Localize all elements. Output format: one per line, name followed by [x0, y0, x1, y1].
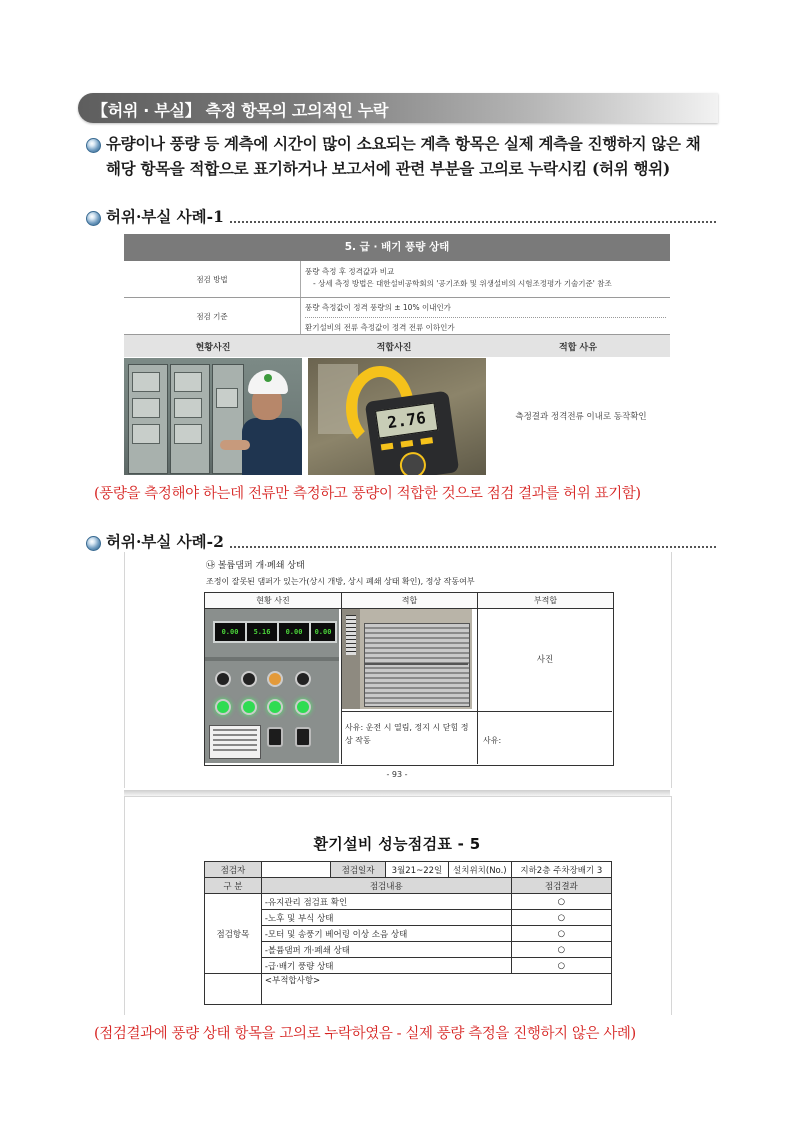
col-compliant: 적합 [342, 593, 478, 608]
criteria-line-1: 풍량 측정값이 정격 풍량의 ± 10% 이내인가 [305, 303, 451, 312]
item-text: -볼륨댐퍼 개·폐쇄 상태 [261, 942, 511, 958]
location-value: 지하2층 주차장배기 3 [511, 862, 611, 878]
location-label: 설치위치(No.) [449, 862, 512, 878]
case1-table [124, 234, 670, 357]
case2-item-question: 조정이 잘못된 댐퍼가 있는가(상시 개방, 상시 폐쇄 상태 확인), 정상 작동여부 [206, 577, 475, 586]
bullet-icon [86, 138, 101, 153]
col-current-photo: 현황 사진 [205, 593, 342, 608]
checklist-remarks-row [205, 974, 612, 1005]
category-header: 구 분 [205, 878, 262, 894]
section-title-bar [78, 93, 718, 123]
bullet-icon [86, 211, 101, 226]
noncompliant-photo-label: 사진 [536, 655, 554, 665]
panel-meter: 0.00 [309, 621, 337, 643]
checklist-info-row [205, 862, 612, 878]
compliant-photo [308, 358, 486, 475]
row-label: 점검 기준 [196, 311, 228, 321]
row-label: 점검 방법 [196, 274, 228, 284]
remarks-label: <부적합사항> [261, 974, 611, 1005]
result-header: 점검결과 [511, 878, 611, 894]
case2-heading: 허위·부실 사례-2 [106, 532, 224, 551]
photo-col-reason: 적합 사유 [559, 342, 597, 353]
item-result: ○ [511, 942, 611, 958]
photo-col-current: 현황사진 [195, 342, 231, 353]
panel-meter: 0.00 [277, 621, 311, 643]
description-line-2: 해당 항목을 적합으로 표기하거나 보고서에 관련 부분을 고의로 누락시킴 (허위 행위) [106, 159, 670, 178]
case2-caption: (점검결과에 풍량 상태 항목을 고의로 누락하였음 - 실제 풍량 측정을 진행하지 않은 사례) [94, 1026, 636, 1042]
inspector-label: 점검자 [205, 862, 262, 878]
bullet-icon [86, 536, 101, 551]
page-number: - 93 - [386, 770, 408, 779]
case1-caption: (풍량을 측정해야 하는데 전류만 측정하고 풍량이 적합한 것으로 점검 결과를 허위 표기함) [94, 486, 641, 502]
photo-col-ok: 적합사진 [376, 342, 412, 353]
checklist-item-row [205, 942, 612, 958]
compliant-reason: 사유: 운전 시 열림, 정지 시 닫힘 정상 작동 [345, 723, 469, 745]
content-header: 점검내용 [261, 878, 511, 894]
checklist-header-row [205, 878, 612, 894]
group-label: 점검항목 [205, 894, 262, 974]
date-label: 점검일자 [331, 862, 386, 878]
panel-meter: 5.16 [245, 621, 279, 643]
inspector-value [261, 862, 330, 878]
case1-row-criteria [124, 298, 670, 335]
item-result: ○ [511, 958, 611, 974]
method-line-1: 풍량 측정 후 정격값과 비교 [305, 267, 395, 276]
case1-heading: 허위·부실 사례-1 [106, 207, 224, 226]
date-value: 3월21~22일 [385, 862, 448, 878]
item-text: -유지관리 점검표 확인 [261, 894, 511, 910]
case1-table-title: 5. 급 · 배기 풍량 상태 [124, 234, 670, 261]
criteria-line-2: 환기설비의 전류 측정값이 정격 전류 이하인가 [305, 317, 666, 337]
item-result: ○ [511, 926, 611, 942]
damper-photo [342, 609, 472, 709]
noncompliant-reason: 사유: [483, 736, 502, 745]
item-text: -모터 및 송풍기 베어링 이상 소음 상태 [261, 926, 511, 942]
description-line-1: 유량이나 풍량 등 계측에 시간이 많이 소요되는 계측 항목은 실제 계측을 진행하지 않은 채 [106, 134, 701, 153]
compliance-reason: 측정결과 정격전류 이내로 동작확인 [515, 412, 647, 422]
section-description [106, 131, 726, 181]
checklist-item-row [205, 910, 612, 926]
panel-meter: 0.00 [213, 621, 247, 643]
item-text: -노후 및 부식 상태 [261, 910, 511, 926]
case1-photo-header [124, 335, 670, 357]
checklist-table [204, 861, 612, 1005]
checklist-item-row [205, 894, 612, 910]
checklist-item-row [205, 958, 612, 974]
item-text: -급·배기 풍량 상태 [261, 958, 511, 974]
checklist-title: 환기설비 성능점검표 - 5 [313, 835, 481, 853]
method-line-2: - 상세 측정 방법은 대한설비공학회의 '공기조화 및 위생설비의 시험조정평가 기술기준' 참조 [313, 279, 612, 288]
section-title: 【허위 · 부실】 측정 항목의 고의적인 누락 [92, 101, 389, 120]
checklist-item-row [205, 926, 612, 942]
item-result: ○ [511, 894, 611, 910]
current-status-photo [124, 358, 302, 475]
case2-item-title: ㉯ 볼륨댐퍼 개·폐쇄 상태 [206, 561, 305, 571]
dotted-leader [230, 221, 716, 223]
col-noncompliant: 부적합 [533, 596, 558, 605]
control-panel-photo [205, 609, 339, 763]
case1-row-method [124, 261, 670, 298]
dotted-leader [230, 546, 716, 548]
meter-display: 2.76 [375, 403, 438, 439]
item-result: ○ [511, 910, 611, 926]
